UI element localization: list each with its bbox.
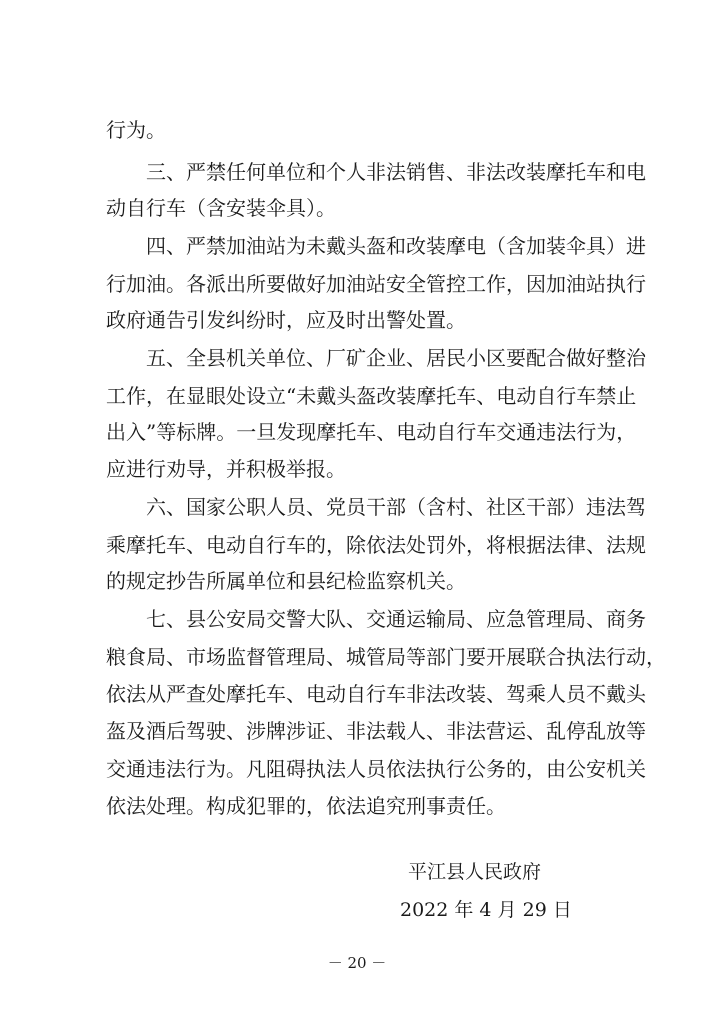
text-line: 六、国家公职人员、党员干部（含村、社区干部）违法驾 bbox=[146, 495, 646, 519]
signature-date: 2022 年 4 月 29 日 bbox=[400, 899, 572, 921]
text-line: 应进行劝导，并积极举报。 bbox=[106, 457, 346, 481]
text-line: 工作，在显眼处设立“未戴头盔改装摩托车、电动自行车禁止 bbox=[106, 384, 637, 408]
text-line: 依法处理。构成犯罪的，依法追究刑事责任。 bbox=[106, 794, 506, 818]
text-line: 行加油。各派出所要做好加油站安全管控工作，因加油站执行 bbox=[106, 272, 646, 296]
text-line: 依法从严查处摩托车、电动自行车非法改装、驾乘人员不戴头 bbox=[106, 682, 646, 706]
text-line: 政府通告引发纠纷时，应及时出警处置。 bbox=[106, 308, 466, 332]
signature-org: 平江县人民政府 bbox=[408, 861, 542, 883]
text-line: 盔及酒后驾驶、涉牌涉证、非法载人、非法营运、乱停乱放等 bbox=[106, 719, 646, 743]
text-line: 三、严禁任何单位和个人非法销售、非法改装摩托车和电 bbox=[146, 160, 646, 184]
text-line: 乘摩托车、电动自行车的，除依法处罚外，将根据法律、法规 bbox=[106, 533, 646, 557]
text-line: 出入”等标牌。一旦发现摩托车、电动自行车交通违法行为， bbox=[106, 420, 637, 444]
text-line: 五、全县机关单位、厂矿企业、居民小区要配合做好整治 bbox=[146, 346, 646, 370]
text-line: 粮食局、市场监督管理局、城管局等部门要开展联合执法行动， bbox=[106, 645, 666, 669]
text-line: 四、严禁加油站为未戴头盔和改装摩电（含加装伞具）进 bbox=[146, 234, 646, 258]
text-line: 动自行车（含安装伞具）。 bbox=[106, 196, 336, 220]
text-line: 七、县公安局交警大队、交通运输局、应急管理局、商务 bbox=[146, 607, 646, 631]
text-line: 的规定抄告所属单位和县纪检监察机关。 bbox=[106, 569, 466, 593]
text-line: 行为。 bbox=[106, 118, 166, 142]
page-number: － 20 － bbox=[327, 954, 387, 972]
text-line: 交通违法行为。凡阻碍执法人员依法执行公务的，由公安机关 bbox=[106, 757, 646, 781]
